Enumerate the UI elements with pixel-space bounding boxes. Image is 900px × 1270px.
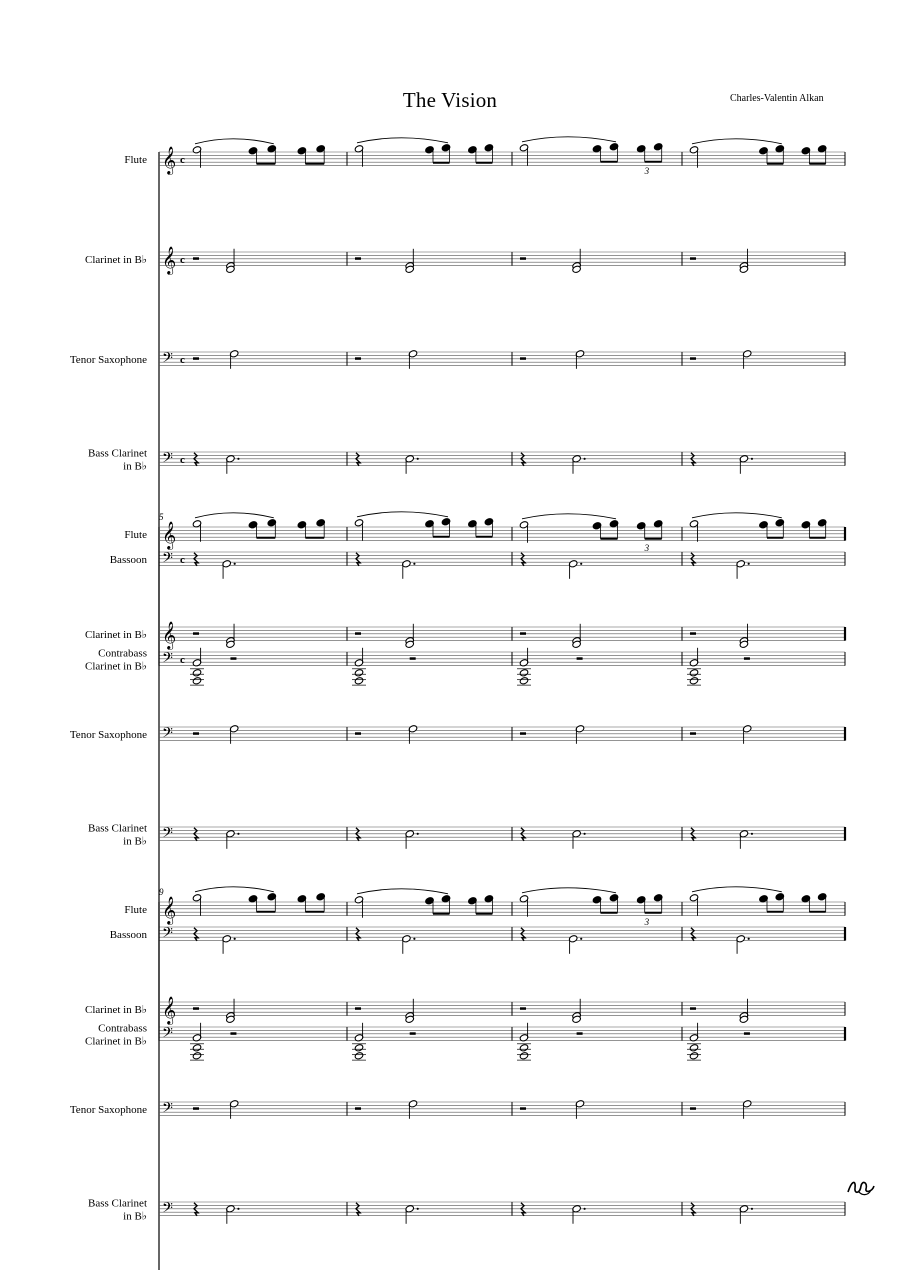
note (354, 1052, 364, 1060)
half-rest (520, 1107, 526, 1110)
dot (584, 458, 586, 460)
half-rest (193, 257, 199, 260)
note (689, 1044, 699, 1052)
note (192, 677, 202, 685)
instrument-label: Bassoon (109, 553, 147, 566)
quarter-rest (194, 828, 198, 841)
dot (751, 458, 753, 460)
bass-clef-icon: 𝄢 (162, 349, 173, 370)
tuplet-number: 3 (644, 542, 650, 553)
instrument-label: Clarinet in B♭ (84, 1035, 147, 1048)
instrument-label: Flute (124, 528, 147, 541)
dot (751, 833, 753, 835)
treble-clef-icon: 𝄞 (162, 995, 177, 1024)
instrument-label: in B♭ (123, 835, 147, 848)
slur (522, 888, 616, 893)
dot (748, 938, 750, 940)
time-signature: c (180, 353, 185, 366)
dot (234, 563, 236, 565)
slur (195, 887, 274, 892)
quarter-rest (356, 453, 360, 466)
dot (237, 458, 239, 460)
dot (580, 563, 582, 565)
bass-clef-icon: 𝄢 (162, 649, 173, 670)
note (192, 669, 202, 677)
half-rest (355, 1107, 361, 1110)
time-signature: c (180, 253, 185, 266)
half-rest (410, 657, 416, 660)
instrument-label: Bass Clarinet (88, 447, 147, 460)
bass-clef-icon: 𝄢 (162, 824, 173, 845)
instrument-label: Contrabass (98, 1022, 147, 1035)
page-title: The Vision (402, 88, 498, 112)
slur (692, 887, 782, 892)
note (354, 1044, 364, 1052)
treble-clef-icon: 𝄞 (162, 520, 177, 549)
instrument-label: Clarinet in B♭ (84, 253, 147, 266)
half-rest (355, 732, 361, 735)
half-rest (744, 1032, 750, 1035)
slur (522, 137, 616, 142)
note (519, 1052, 529, 1060)
instrument-label: Flute (124, 153, 147, 166)
slur (195, 513, 274, 518)
half-rest (520, 632, 526, 635)
note (354, 677, 364, 685)
dot (237, 1208, 239, 1210)
half-rest (193, 1007, 199, 1010)
measure-number: 9 (159, 887, 164, 897)
instrument-label: Bass Clarinet (88, 822, 147, 835)
dot (413, 938, 415, 940)
dot (748, 563, 750, 565)
note (519, 669, 529, 677)
quarter-rest (521, 928, 525, 941)
instrument-label: Bassoon (109, 928, 147, 941)
time-signature: c (180, 153, 185, 166)
quarter-rest (356, 1203, 360, 1216)
quarter-rest (194, 1203, 198, 1216)
slur (522, 514, 616, 519)
quarter-rest (691, 453, 695, 466)
half-rest (744, 657, 750, 660)
note (192, 1044, 202, 1052)
half-rest (355, 1007, 361, 1010)
slur (195, 139, 274, 144)
half-rest (690, 1007, 696, 1010)
treble-clef-icon: 𝄞 (162, 895, 177, 924)
half-rest (230, 1032, 236, 1035)
time-signature: c (180, 453, 185, 466)
time-signature: c (180, 653, 185, 666)
note (689, 677, 699, 685)
half-rest (577, 657, 583, 660)
instrument-label: Bass Clarinet (88, 1197, 147, 1210)
instrument-label: Tenor Saxophone (69, 353, 147, 366)
half-rest (520, 257, 526, 260)
dot (584, 1208, 586, 1210)
half-rest (577, 1032, 583, 1035)
slur (357, 512, 448, 517)
quarter-rest (521, 828, 525, 841)
treble-clef-icon: 𝄞 (162, 620, 177, 649)
half-rest (230, 657, 236, 660)
quarter-rest (356, 553, 360, 566)
scribble-logo-icon (846, 1176, 876, 1198)
dot (417, 833, 419, 835)
quarter-rest (691, 1203, 695, 1216)
half-rest (690, 357, 696, 360)
dot (584, 833, 586, 835)
bass-clef-icon: 𝄢 (162, 1199, 173, 1220)
quarter-rest (194, 553, 198, 566)
instrument-label: Tenor Saxophone (69, 728, 147, 741)
half-rest (355, 357, 361, 360)
treble-clef-icon: 𝄞 (162, 145, 177, 174)
quarter-rest (356, 928, 360, 941)
quarter-rest (691, 828, 695, 841)
dot (234, 938, 236, 940)
half-rest (193, 1107, 199, 1110)
time-signature: c (180, 553, 185, 566)
bass-clef-icon: 𝄢 (162, 449, 173, 470)
instrument-label: Clarinet in B♭ (84, 660, 147, 673)
dot (237, 833, 239, 835)
instrument-label: Clarinet in B♭ (84, 628, 147, 641)
quarter-rest (691, 928, 695, 941)
dot (413, 563, 415, 565)
note (519, 1044, 529, 1052)
slur (357, 889, 448, 894)
quarter-rest (194, 928, 198, 941)
quarter-rest (521, 553, 525, 566)
half-rest (355, 257, 361, 260)
bass-clef-icon: 𝄢 (162, 549, 173, 570)
tuplet-number: 3 (644, 916, 650, 927)
note (354, 669, 364, 677)
half-rest (193, 732, 199, 735)
quarter-rest (521, 1203, 525, 1216)
note (519, 677, 529, 685)
quarter-rest (356, 828, 360, 841)
bass-clef-icon: 𝄢 (162, 924, 173, 945)
instrument-label: Tenor Saxophone (69, 1103, 147, 1116)
instrument-label: in B♭ (123, 1210, 147, 1223)
bass-clef-icon: 𝄢 (162, 1099, 173, 1120)
tuplet-number: 3 (644, 165, 650, 176)
quarter-rest (194, 453, 198, 466)
dot (751, 1208, 753, 1210)
half-rest (193, 632, 199, 635)
half-rest (520, 1007, 526, 1010)
measure-number: 5 (159, 512, 164, 522)
bass-clef-icon: 𝄢 (162, 1024, 173, 1045)
composer-name: Charles-Valentin Alkan (730, 93, 824, 104)
note (689, 1052, 699, 1060)
half-rest (520, 732, 526, 735)
slur (692, 513, 782, 518)
half-rest (355, 632, 361, 635)
dot (580, 938, 582, 940)
dot (417, 458, 419, 460)
dot (417, 1208, 419, 1210)
instrument-label: Contrabass (98, 647, 147, 660)
half-rest (193, 357, 199, 360)
quarter-rest (521, 453, 525, 466)
instrument-label: Flute (124, 903, 147, 916)
half-rest (690, 632, 696, 635)
note (689, 669, 699, 677)
half-rest (690, 257, 696, 260)
note (192, 1052, 202, 1060)
instrument-label: Clarinet in B♭ (84, 1003, 147, 1016)
quarter-rest (691, 553, 695, 566)
instrument-label: in B♭ (123, 460, 147, 473)
half-rest (690, 1107, 696, 1110)
half-rest (520, 357, 526, 360)
half-rest (410, 1032, 416, 1035)
bass-clef-icon: 𝄢 (162, 724, 173, 745)
slur (357, 138, 448, 143)
treble-clef-icon: 𝄞 (162, 245, 177, 274)
slur (692, 139, 782, 144)
half-rest (690, 732, 696, 735)
